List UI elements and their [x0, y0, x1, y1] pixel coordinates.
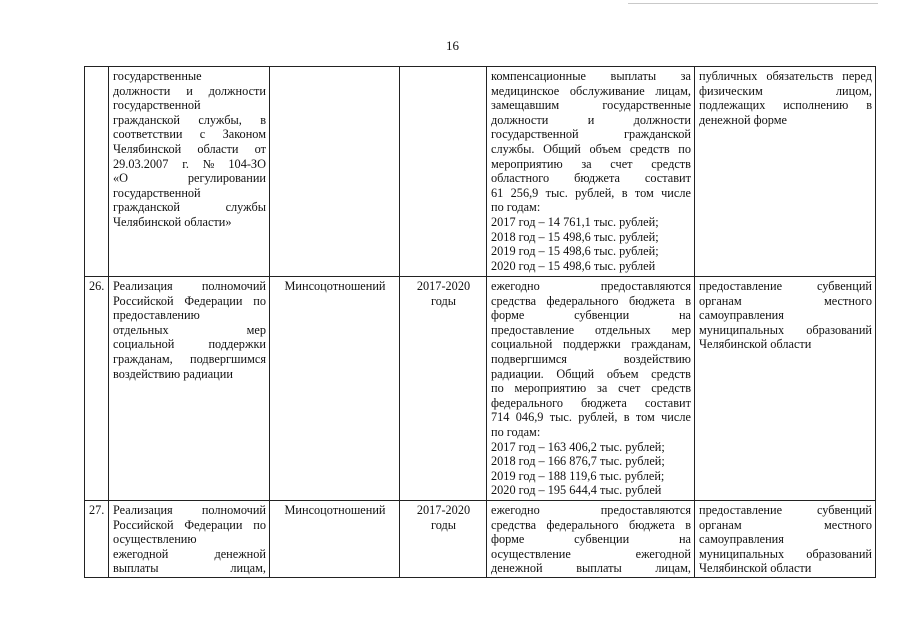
- cell-text-line: 2018 год – 166 876,7 тыс. рублей;: [491, 454, 665, 469]
- cell-text-line: осуществлению: [113, 532, 197, 547]
- cell-text-line: 2017-2020: [416, 279, 471, 293]
- cell-text-line: государственной: [113, 98, 201, 113]
- cell-text-line: физическим лицом,: [699, 83, 872, 98]
- measure-name-cell: [109, 67, 270, 277]
- cell-text-line: годы: [430, 517, 457, 532]
- cell-text-line: средства федерального бюджета в: [491, 293, 691, 308]
- cell-text-line: подвергшимся воздействию: [491, 351, 691, 366]
- table-row: [85, 501, 876, 578]
- period-cell: [400, 67, 487, 277]
- cell-text-line: органам местного: [699, 517, 872, 532]
- cell-text-line: Челябинской области: [699, 337, 812, 352]
- row-number-cell: 26.: [85, 277, 109, 501]
- cell-text-line: 2020 год – 15 498,6 тыс. рублей: [491, 258, 656, 273]
- responsible-cell: Минсоцотношений: [270, 277, 400, 501]
- cell-text-line: годы: [430, 293, 457, 308]
- cell-text-line: воздействию радиации: [113, 366, 233, 381]
- cell-text-line: радиации. Общий объем средств: [491, 366, 691, 381]
- cell-text-line: соответствии с Законом: [113, 127, 266, 142]
- cell-text-line: публичных обязательств перед: [699, 69, 872, 83]
- table-row: [85, 67, 876, 277]
- cell-text-line: Российской Федерации по: [113, 293, 266, 308]
- period-cell: [400, 501, 487, 578]
- period-cell: [400, 277, 487, 501]
- cell-text-line: ежегодной денежной: [113, 546, 266, 561]
- cell-text-line: 2019 год – 188 119,6 тыс. рублей;: [491, 468, 665, 483]
- cell-text-line: ежегодно предоставляются: [491, 503, 691, 517]
- cell-text-line: Реализация полномочий: [113, 503, 266, 517]
- cell-text-line: самоуправления: [699, 532, 784, 547]
- cell-text-line: социальной поддержки: [113, 337, 266, 352]
- cell-text-line: осуществление ежегодной: [491, 546, 691, 561]
- result-cell: [695, 67, 876, 277]
- result-cell: [695, 277, 876, 501]
- row-number-cell: 27.: [85, 501, 109, 578]
- cell-text-line: отдельных мер: [113, 322, 266, 337]
- cell-text-line: 2019 год – 15 498,6 тыс. рублей;: [491, 244, 659, 259]
- measures-table: [84, 66, 876, 578]
- cell-text-line: гражданской службы: [113, 200, 266, 215]
- cell-text-line: мероприятию за счет средств: [491, 156, 691, 171]
- cell-text-line: 2017-2020: [416, 503, 471, 517]
- cell-text-line: предоставление субвенций: [699, 279, 872, 293]
- cell-text-line: муниципальных образований: [699, 546, 872, 561]
- cell-text-line: 29.03.2007 г. № 104-ЗО: [113, 156, 266, 171]
- measure-name-cell: [109, 501, 270, 578]
- description-cell: [487, 277, 695, 501]
- cell-text-line: должности и должности: [491, 112, 691, 127]
- cell-text-line: предоставлению: [113, 308, 200, 323]
- cell-text-line: подлежащих исполнению в: [699, 98, 872, 113]
- cell-text-line: 2017 год – 163 406,2 тыс. рублей;: [491, 439, 665, 454]
- cell-text-line: медицинское обслуживание лицам,: [491, 83, 691, 98]
- cell-text-line: службы. Общий объем средств по: [491, 141, 691, 156]
- table-row: [85, 277, 876, 501]
- cell-text-line: 2017 год – 14 761,1 тыс. рублей;: [491, 214, 659, 229]
- responsible-cell: [270, 67, 400, 277]
- page-number: 16: [446, 38, 459, 53]
- header-rule: [628, 3, 878, 4]
- cell-text-line: денежной выплаты лицам,: [491, 561, 691, 576]
- cell-text-line: гражданской службы, в: [113, 112, 266, 127]
- cell-text-line: предоставление субвенций: [699, 503, 872, 517]
- cell-text-line: самоуправления: [699, 308, 784, 323]
- cell-text-line: Челябинской области»: [113, 214, 232, 229]
- cell-text-line: компенсационные выплаты за: [491, 69, 691, 83]
- cell-text-line: замещавшим государственные: [491, 98, 691, 113]
- measure-name-cell: [109, 277, 270, 501]
- cell-text-line: федерального бюджета составит: [491, 395, 691, 410]
- cell-text-line: Российской Федерации по: [113, 517, 266, 532]
- responsible-cell: Минсоцотношений: [270, 501, 400, 578]
- cell-text-line: муниципальных образований: [699, 322, 872, 337]
- cell-text-line: Челябинской области от: [113, 141, 266, 156]
- cell-text-line: выплаты лицам,: [113, 561, 266, 576]
- cell-text-line: форме субвенции на: [491, 532, 691, 547]
- cell-text-line: по годам:: [491, 424, 541, 439]
- cell-text-line: «О регулировании: [113, 171, 266, 186]
- cell-text-line: 714 046,9 тыс. рублей, в том числе: [491, 410, 691, 425]
- cell-text-line: 2020 год – 195 644,4 тыс. рублей: [491, 483, 662, 498]
- cell-text-line: органам местного: [699, 293, 872, 308]
- description-cell: [487, 501, 695, 578]
- cell-text-line: денежной форме: [699, 112, 787, 127]
- cell-text-line: средства федерального бюджета в: [491, 517, 691, 532]
- cell-text-line: государственные: [113, 69, 202, 83]
- cell-text-line: должности и должности: [113, 83, 266, 98]
- cell-text-line: социальной поддержки гражданам,: [491, 337, 691, 352]
- cell-text-line: областного бюджета составит: [491, 171, 691, 186]
- cell-text-line: Реализация полномочий: [113, 279, 266, 293]
- cell-text-line: форме субвенции на: [491, 308, 691, 323]
- cell-text-line: государственной гражданской: [491, 127, 691, 142]
- cell-text-line: по мероприятию за счет средств: [491, 381, 691, 396]
- cell-text-line: ежегодно предоставляются: [491, 279, 691, 293]
- row-number-cell: [85, 67, 109, 277]
- cell-text-line: по годам:: [491, 200, 541, 215]
- description-cell: [487, 67, 695, 277]
- cell-text-line: гражданам, подвергшимся: [113, 351, 266, 366]
- result-cell: [695, 501, 876, 578]
- cell-text-line: 2018 год – 15 498,6 тыс. рублей;: [491, 229, 659, 244]
- cell-text-line: государственной: [113, 185, 201, 200]
- cell-text-line: Челябинской области: [699, 561, 812, 576]
- cell-text-line: предоставление отдельных мер: [491, 322, 691, 337]
- cell-text-line: 61 256,9 тыс. рублей, в том числе: [491, 185, 691, 200]
